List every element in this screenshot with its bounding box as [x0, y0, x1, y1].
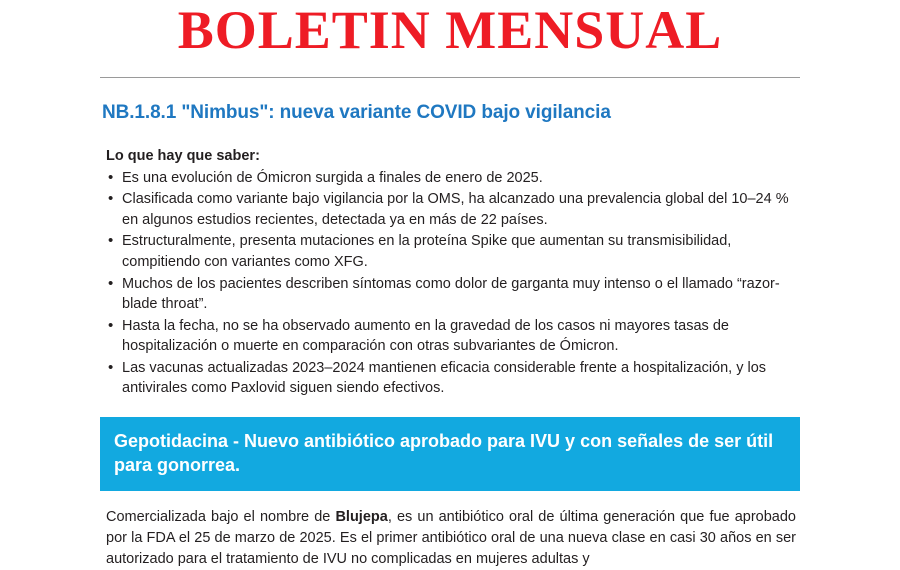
list-item: • Estructuralmente, presenta mutaciones en la proteína Spike que aumentan su transmisibilidad, compitiendo con variantes como XFG. [100, 231, 800, 272]
masthead-divider [100, 77, 800, 78]
list-item: • Es una evolución de Ómicron surgida a finales de enero de 2025. [100, 168, 800, 189]
masthead-title: BOLETIN MENSUAL [177, 0, 723, 60]
list-item: • Las vacunas actualizadas 2023–2024 mantienen eficacia considerable frente a hospitalización, y los antivirales como Paxlovid siguen siendo efectivos. [100, 358, 800, 399]
section-banner: Gepotidacina - Nuevo antibiótico aprobado para IVU y con señales de ser útil para gonorrea. [100, 417, 800, 491]
second-article-paragraph [100, 507, 800, 570]
article-subheading: Lo que hay que saber: [106, 147, 260, 164]
paragraph-text-rest: , es un antibiótico oral de última generación que fue aprobado por la FDA el 25 de marzo de 2025. Es el primer antibiótico oral de una nueva clase en casi 30 años en ser autorizado para el tratamiento de IVU no complicadas en mujeres adultas y [106, 508, 796, 567]
article-title: NB.1.8.1 "Nimbus": nueva variante COVID bajo vigilancia [102, 101, 611, 123]
article-bullet-list [100, 168, 800, 399]
brand-name: Blujepa [335, 508, 388, 525]
list-item: • Clasificada como variante bajo vigilancia por la OMS, ha alcanzado una prevalencia global del 10–24 % en algunos estudios recientes, detectada ya en más de 22 países. [100, 189, 800, 230]
list-item: • Muchos de los pacientes describen síntomas como dolor de garganta muy intenso o el llamado “razor-blade throat”. [100, 274, 800, 315]
list-item: • Hasta la fecha, no se ha observado aumento en la gravedad de los casos ni mayores tasas de hospitalización o muerte en comparación con otras subvariantes de Ómicron. [100, 316, 800, 357]
paragraph-text-lead: Comercializada bajo el nombre de [106, 508, 336, 525]
